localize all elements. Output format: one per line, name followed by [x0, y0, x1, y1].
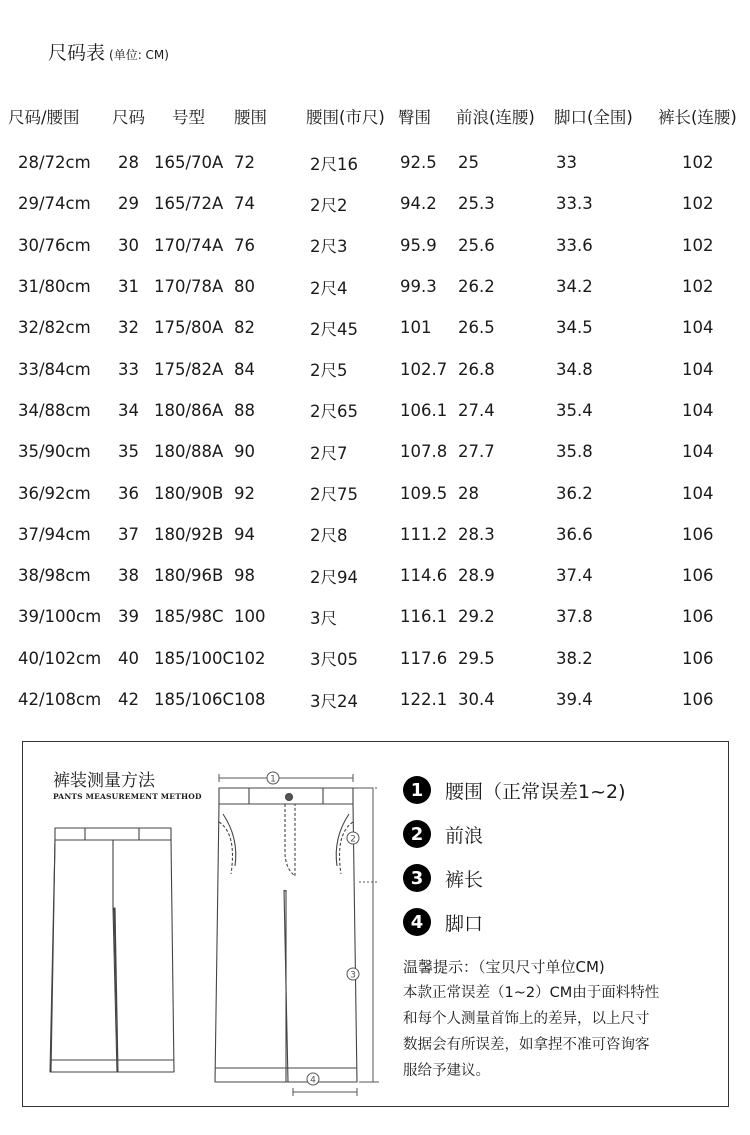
cell-size: 42: [118, 690, 139, 709]
cell-front-rise: 27.4: [458, 400, 495, 420]
legend-label: 腰围（正常误差1~2): [445, 780, 626, 803]
cell-leg-opening: 34.2: [556, 277, 593, 297]
cell-pants-length: 104: [682, 318, 714, 338]
cell-front-rise: 28: [458, 483, 479, 503]
cell-fit-code: 180/90B: [154, 483, 224, 503]
pants-front-view: [215, 788, 357, 1082]
table-row: [0, 555, 750, 596]
table-row: [0, 183, 750, 224]
cell-waist-chi: 2尺4: [310, 278, 348, 298]
cell-pants-length: 106: [682, 566, 714, 586]
header-fit-code: 号型: [172, 108, 205, 127]
table-row: [0, 307, 750, 348]
cell-fit-code: 170/78A: [154, 277, 224, 297]
cell-waist: 94: [234, 524, 255, 544]
cell-hip: 114.6: [400, 566, 448, 586]
cell-size-waist: 40/102cm: [18, 648, 102, 668]
cell-hip: 101: [400, 318, 432, 338]
table-row: [0, 596, 750, 637]
cell-fit-code: 175/80A: [154, 318, 224, 338]
cell-size: 30: [118, 235, 139, 255]
guide-title: 裤装测量方法: [53, 771, 155, 791]
cell-hip: 117.6: [400, 648, 448, 668]
cell-waist-chi: 2尺16: [310, 154, 358, 174]
page-title: [48, 38, 169, 65]
cell-hip: 122.1: [400, 690, 448, 709]
cell-leg-opening: 33.3: [556, 194, 593, 214]
cell-fit-code: 180/92B: [154, 524, 224, 544]
cell-leg-opening: 33: [556, 153, 577, 173]
cell-front-rise: 30.4: [458, 690, 495, 709]
cell-front-rise: 27.7: [458, 442, 495, 462]
cell-size: 29: [118, 194, 139, 214]
cell-waist: 80: [234, 277, 255, 297]
cell-waist: 72: [234, 153, 255, 173]
cell-leg-opening: 36.2: [556, 483, 593, 503]
cell-size: 40: [118, 648, 139, 668]
guide-subtitle: PANTS MEASUREMENT METHOD: [53, 792, 202, 801]
table-row: [0, 136, 750, 183]
legend-label: 前浪: [445, 824, 484, 847]
header-leg-opening: 脚口(全围): [554, 108, 633, 127]
cell-waist-chi: 2尺94: [310, 567, 358, 587]
tips-heading: 温馨提示：（宝贝尺寸单位CM): [403, 958, 605, 976]
number-3-icon: 3: [403, 864, 431, 892]
cell-fit-code: 185/106C: [154, 690, 235, 709]
cell-pants-length: 106: [682, 607, 714, 627]
cell-fit-code: 180/86A: [154, 400, 224, 420]
cell-leg-opening: 35.4: [556, 400, 593, 420]
cell-fit-code: 180/88A: [154, 442, 224, 462]
header-hip: 臀围: [398, 108, 431, 127]
cell-pants-length: 102: [682, 194, 714, 214]
cell-hip: 106.1: [400, 400, 448, 420]
cell-size-waist: 38/98cm: [18, 566, 91, 586]
table-row: [0, 348, 750, 389]
marker-4-icon: 4: [310, 1075, 316, 1086]
cell-waist: 84: [234, 359, 255, 379]
header-waist-chi: 腰围(市尺): [306, 108, 385, 127]
cell-leg-opening: 38.2: [556, 648, 593, 668]
cell-waist: 88: [234, 400, 255, 420]
cell-size: 38: [118, 566, 139, 586]
cell-size: 39: [118, 607, 139, 627]
cell-fit-code: 165/72A: [154, 194, 224, 214]
table-row: [0, 390, 750, 431]
size-table: [0, 96, 750, 720]
cell-fit-code: 165/70A: [154, 153, 224, 173]
cell-size-waist: 36/92cm: [18, 483, 91, 503]
measurement-guide: [22, 741, 729, 1107]
table-row: [0, 472, 750, 513]
cell-fit-code: 170/74A: [154, 235, 224, 255]
table-row: [0, 431, 750, 472]
number-1-icon: 1: [403, 776, 431, 804]
cell-pants-length: 102: [682, 235, 714, 255]
cell-leg-opening: 36.6: [556, 524, 593, 544]
tips-block: [403, 954, 723, 1084]
cell-fit-code: 185/100C: [154, 648, 235, 668]
cell-waist-chi: 2尺7: [310, 443, 348, 463]
tips-line: 服给予建议。: [403, 1063, 490, 1079]
cell-waist-chi: 3尺24: [310, 691, 358, 711]
cell-waist-chi: 2尺5: [310, 361, 348, 381]
cell-hip: 99.3: [400, 277, 437, 297]
cell-size: 33: [118, 359, 139, 379]
cell-front-rise: 28.9: [458, 566, 495, 586]
cell-leg-opening: 39.4: [556, 690, 593, 709]
cell-waist: 98: [234, 566, 255, 586]
header-size-waist: 尺码/腰围: [8, 108, 80, 127]
cell-waist-chi: 2尺45: [310, 319, 358, 339]
cell-size: 32: [118, 318, 139, 338]
cell-size-waist: 33/84cm: [18, 359, 91, 379]
cell-waist-chi: 3尺: [310, 608, 337, 628]
cell-size-waist: 31/80cm: [18, 277, 91, 297]
cell-pants-length: 106: [682, 524, 714, 544]
cell-pants-length: 104: [682, 483, 714, 503]
cell-size-waist: 34/88cm: [18, 400, 91, 420]
table-row: [0, 638, 750, 679]
cell-waist: 82: [234, 318, 255, 338]
cell-hip: 111.2: [400, 524, 448, 544]
table-header-row: [0, 96, 750, 136]
legend-item-rise: [403, 812, 626, 856]
marker-1-icon: 1: [270, 774, 276, 785]
cell-waist: 92: [234, 483, 255, 503]
cell-size-waist: 32/82cm: [18, 318, 91, 338]
cell-hip: 107.8: [400, 442, 448, 462]
cell-hip: 116.1: [400, 607, 448, 627]
cell-hip: 92.5: [400, 153, 437, 173]
cell-pants-length: 104: [682, 442, 714, 462]
table-row: [0, 266, 750, 307]
cell-front-rise: 26.2: [458, 277, 495, 297]
measurement-legend: [403, 768, 626, 944]
header-front-rise: 前浪(连腰): [456, 108, 535, 127]
cell-size-waist: 42/108cm: [18, 690, 102, 709]
cell-leg-opening: 37.4: [556, 566, 593, 586]
cell-waist-chi: 2尺75: [310, 485, 358, 505]
cell-size-waist: 37/94cm: [18, 524, 91, 544]
cell-hip: 94.2: [400, 194, 437, 214]
pants-back-view: [50, 828, 174, 1072]
cell-size: 35: [118, 442, 139, 462]
cell-front-rise: 29.2: [458, 607, 495, 627]
cell-leg-opening: 34.8: [556, 359, 593, 379]
cell-pants-length: 106: [682, 648, 714, 668]
cell-size: 36: [118, 483, 139, 503]
cell-waist: 74: [234, 194, 255, 214]
number-2-icon: 2: [403, 820, 431, 848]
title-text: 尺码表: [48, 42, 106, 64]
cell-fit-code: 175/82A: [154, 359, 224, 379]
cell-waist: 108: [234, 690, 266, 709]
number-4-icon: 4: [403, 908, 431, 936]
cell-pants-length: 104: [682, 359, 714, 379]
cell-waist-chi: 2尺3: [310, 237, 348, 257]
cell-size-waist: 29/74cm: [18, 194, 91, 214]
cell-hip: 109.5: [400, 483, 448, 503]
cell-size: 28: [118, 153, 139, 173]
legend-item-waist: [403, 768, 626, 812]
header-pants-length: 裤长(连腰): [658, 108, 737, 127]
table-row: [0, 679, 750, 720]
table-row: [0, 514, 750, 555]
header-size: 尺码: [112, 108, 145, 127]
tips-line: 和每个人测量首饰上的差异，以上尺寸: [403, 1011, 650, 1027]
cell-leg-opening: 37.8: [556, 607, 593, 627]
cell-size-waist: 39/100cm: [18, 607, 102, 627]
legend-label: 脚口: [445, 912, 484, 935]
cell-fit-code: 180/96B: [154, 566, 224, 586]
cell-front-rise: 25.6: [458, 235, 495, 255]
tips-line: 本款正常误差（1~2）CM由于面料特性: [403, 985, 660, 1001]
cell-front-rise: 25: [458, 153, 479, 173]
cell-hip: 102.7: [400, 359, 448, 379]
cell-size: 37: [118, 524, 139, 544]
cell-front-rise: 28.3: [458, 524, 495, 544]
cell-pants-length: 104: [682, 400, 714, 420]
header-waist: 腰围: [234, 108, 267, 127]
cell-front-rise: 25.3: [458, 194, 495, 214]
cell-waist: 76: [234, 235, 255, 255]
tips-line: 数据会有所误差，如拿捏不准可咨询客: [403, 1037, 650, 1053]
cell-waist: 102: [234, 648, 266, 668]
legend-item-length: [403, 856, 626, 900]
cell-front-rise: 29.5: [458, 648, 495, 668]
cell-waist-chi: 2尺2: [310, 195, 348, 215]
cell-size-waist: 30/76cm: [18, 235, 91, 255]
legend-item-hem: [403, 900, 626, 944]
cell-pants-length: 102: [682, 277, 714, 297]
cell-fit-code: 185/98C: [154, 607, 224, 627]
cell-size: 34: [118, 400, 139, 420]
cell-waist-chi: 3尺05: [310, 650, 358, 670]
legend-label: 裤长: [445, 868, 484, 891]
cell-size-waist: 35/90cm: [18, 442, 91, 462]
cell-front-rise: 26.5: [458, 318, 495, 338]
cell-leg-opening: 33.6: [556, 235, 593, 255]
cell-size: 31: [118, 277, 139, 297]
cell-waist: 90: [234, 442, 255, 462]
cell-size-waist: 28/72cm: [18, 153, 91, 173]
cell-waist: 100: [234, 607, 266, 627]
unit-label: (单位: CM): [109, 48, 169, 62]
cell-front-rise: 26.8: [458, 359, 495, 379]
table-row: [0, 225, 750, 266]
cell-waist-chi: 2尺65: [310, 402, 358, 422]
cell-waist-chi: 2尺8: [310, 526, 348, 546]
marker-2-icon: 2: [350, 834, 356, 845]
cell-leg-opening: 34.5: [556, 318, 593, 338]
cell-hip: 95.9: [400, 235, 437, 255]
cell-pants-length: 102: [682, 153, 714, 173]
cell-pants-length: 106: [682, 690, 714, 709]
cell-leg-opening: 35.8: [556, 442, 593, 462]
marker-3-icon: 3: [350, 970, 356, 981]
